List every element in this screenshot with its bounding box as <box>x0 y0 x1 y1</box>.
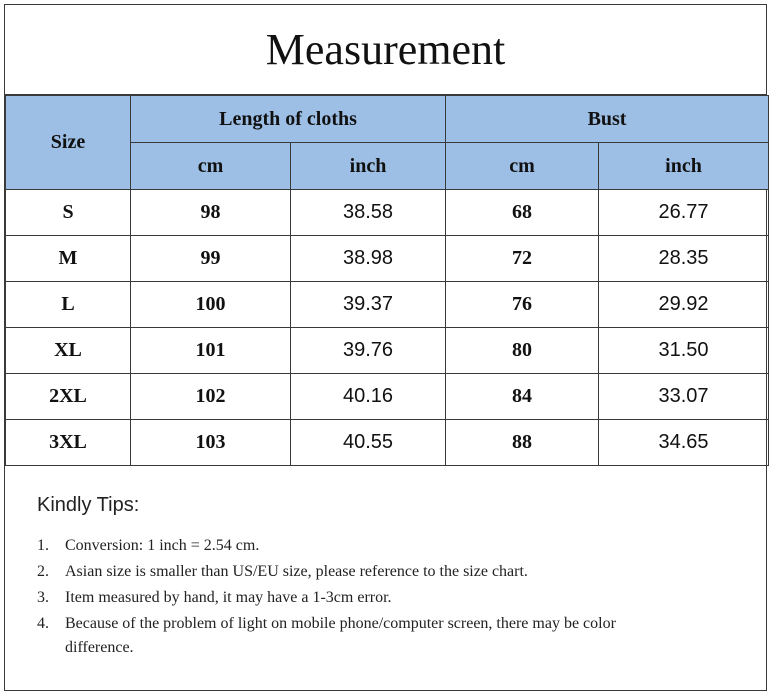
bust-cm-cell: 76 <box>446 282 599 328</box>
length-inch-cell: 40.16 <box>291 374 446 420</box>
tip-text: Asian size is smaller than US/EU size, please reference to the size chart. <box>65 563 528 580</box>
tip-item <box>37 586 697 610</box>
chart-title: Measurement <box>5 5 766 95</box>
header-length: Length of cloths <box>131 96 446 143</box>
length-cm-cell: 101 <box>131 328 291 374</box>
length-inch-cell: 38.98 <box>291 236 446 282</box>
header-bust-cm: cm <box>446 143 599 190</box>
bust-inch-cell: 29.92 <box>599 282 769 328</box>
tips-heading: Kindly Tips: <box>37 494 140 516</box>
tip-number: 3. <box>37 589 49 606</box>
table-row <box>6 282 769 328</box>
tip-number: 4. <box>37 615 49 632</box>
length-cm-cell: 102 <box>131 374 291 420</box>
length-inch-cell: 40.55 <box>291 420 446 466</box>
tip-item <box>37 560 697 584</box>
length-cm-cell: 99 <box>131 236 291 282</box>
tips-section <box>5 464 766 690</box>
table-row <box>6 328 769 374</box>
tip-item <box>37 534 697 558</box>
bust-cm-cell: 88 <box>446 420 599 466</box>
length-cm-cell: 100 <box>131 282 291 328</box>
length-inch-cell: 39.76 <box>291 328 446 374</box>
table-row <box>6 420 769 466</box>
tip-number: 2. <box>37 563 49 580</box>
bust-inch-cell: 31.50 <box>599 328 769 374</box>
bust-inch-cell: 26.77 <box>599 190 769 236</box>
table-row <box>6 190 769 236</box>
tip-text: Conversion: 1 inch = 2.54 cm. <box>65 537 260 554</box>
size-cell: S <box>6 190 131 236</box>
tip-text: Because of the problem of light on mobile phone/computer screen, there may be color difference. <box>65 615 616 656</box>
tip-item <box>37 612 697 660</box>
length-inch-cell: 39.37 <box>291 282 446 328</box>
header-length-inch: inch <box>291 143 446 190</box>
bust-inch-cell: 33.07 <box>599 374 769 420</box>
header-bust: Bust <box>446 96 769 143</box>
length-inch-cell: 38.58 <box>291 190 446 236</box>
header-size: Size <box>6 96 131 190</box>
bust-inch-cell: 28.35 <box>599 236 769 282</box>
table-row <box>6 374 769 420</box>
length-cm-cell: 98 <box>131 190 291 236</box>
size-cell: 2XL <box>6 374 131 420</box>
header-row <box>6 96 769 143</box>
bust-inch-cell: 34.65 <box>599 420 769 466</box>
size-cell: 3XL <box>6 420 131 466</box>
header-length-cm: cm <box>131 143 291 190</box>
size-cell: L <box>6 282 131 328</box>
size-table <box>5 95 769 466</box>
size-cell: XL <box>6 328 131 374</box>
size-cell: M <box>6 236 131 282</box>
tip-text: Item measured by hand, it may have a 1-3cm error. <box>65 589 392 606</box>
bust-cm-cell: 84 <box>446 374 599 420</box>
bust-cm-cell: 68 <box>446 190 599 236</box>
size-chart <box>4 4 767 691</box>
header-bust-inch: inch <box>599 143 769 190</box>
bust-cm-cell: 72 <box>446 236 599 282</box>
tip-number: 1. <box>37 537 49 554</box>
length-cm-cell: 103 <box>131 420 291 466</box>
table-row <box>6 236 769 282</box>
bust-cm-cell: 80 <box>446 328 599 374</box>
